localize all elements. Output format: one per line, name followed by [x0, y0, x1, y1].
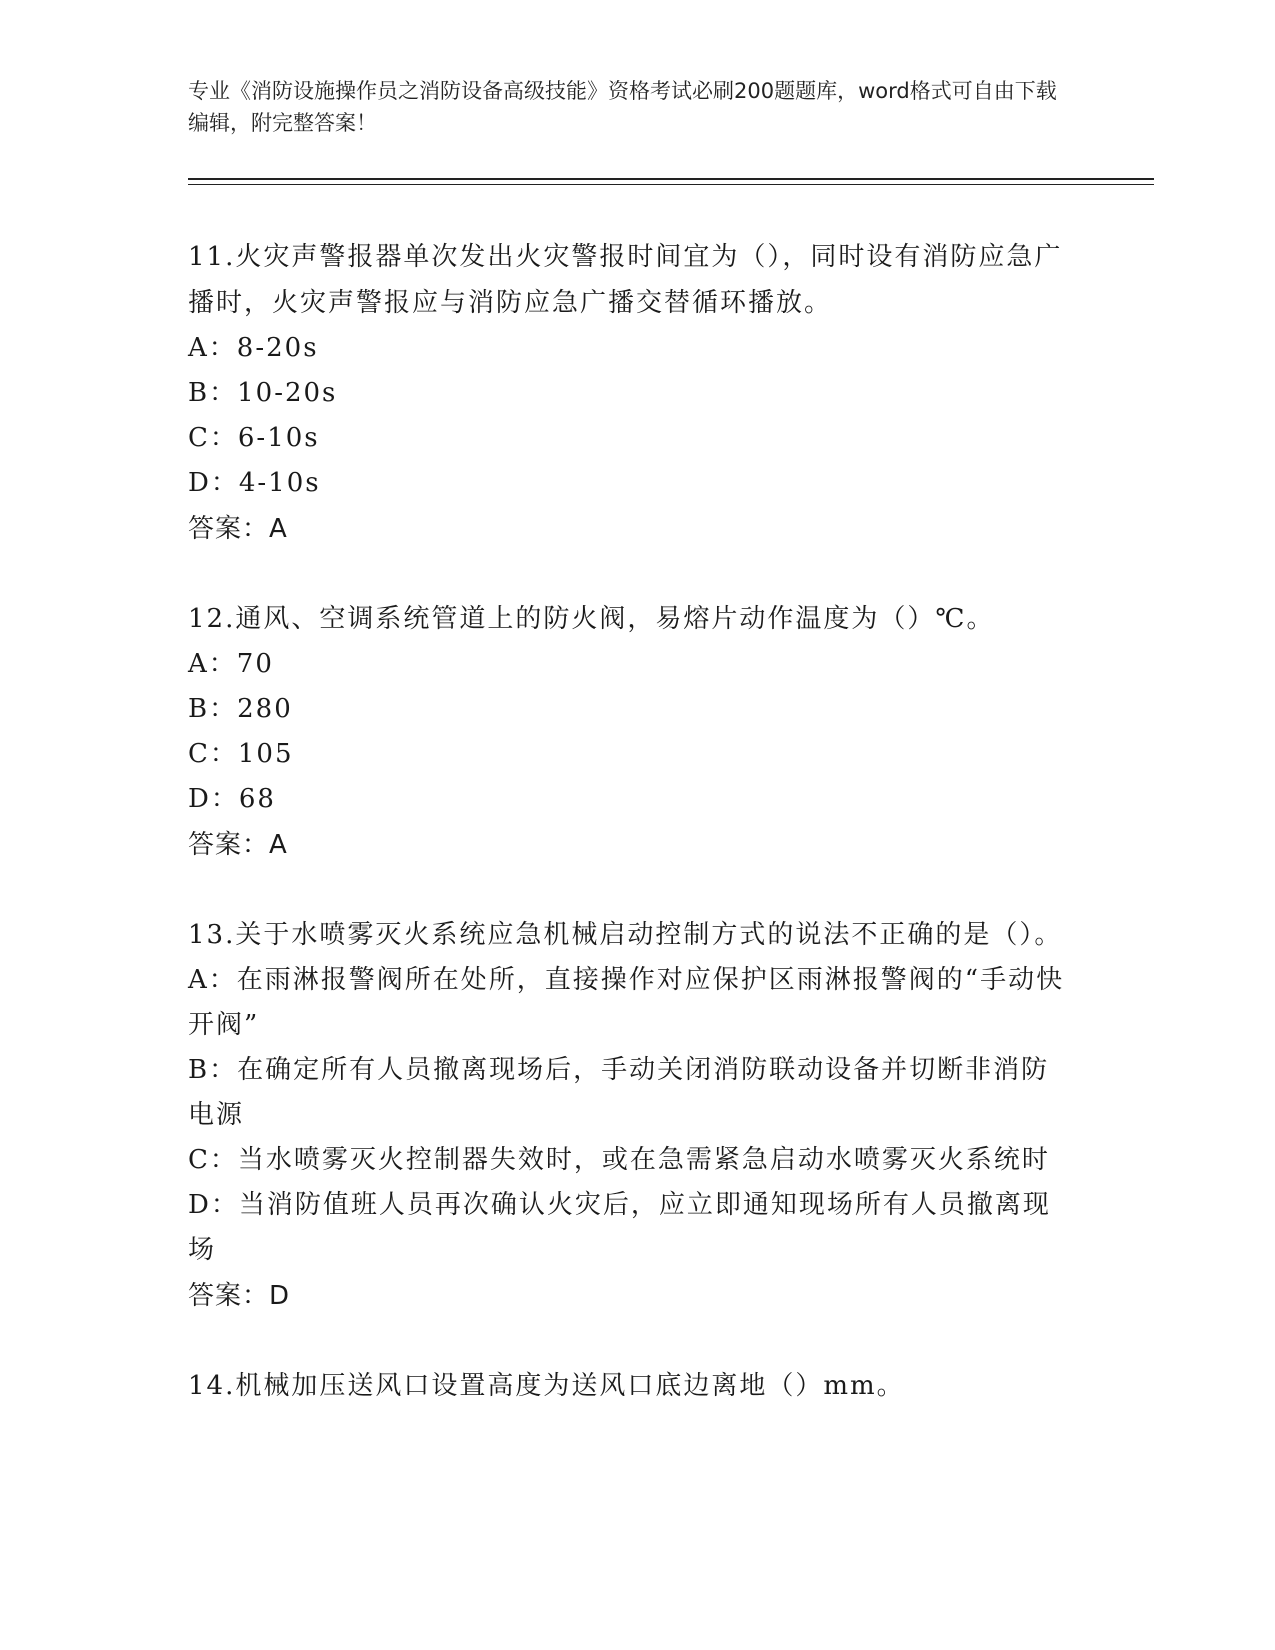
option-c: C：6-10s [188, 423, 320, 453]
question-number: 12. [188, 604, 236, 634]
header-divider-thin [188, 184, 1154, 185]
option-c: C：当水喷雾灭火控制器失效时，或在急需紧急启动水喷雾灭火系统时 [188, 1145, 1050, 1175]
question-text: 11.火灾声警报器单次发出火灾警报时间宜为（），同时设有消防应急广播时，火灾声警报应与消防应急广播交替循环播放。 [188, 242, 1063, 318]
option-d: D：4-10s [188, 468, 321, 498]
question-number: 11. [188, 242, 236, 272]
question-text: 13.关于水喷雾灭火系统应急机械启动控制方式的说法不正确的是（）。 [188, 920, 1063, 950]
question-11 [188, 234, 1068, 552]
option-b: B：280 [188, 694, 293, 724]
option-a: A：70 [188, 649, 274, 679]
question-list [188, 234, 1068, 1409]
question-13 [188, 912, 1068, 1319]
option-b: B：在确定所有人员撤离现场后，手动关闭消防联动设备并切断非消防电源 [188, 1055, 1050, 1130]
answer: 答案：D [188, 1281, 291, 1311]
header-divider-thick [188, 178, 1154, 180]
answer: 答案：A [188, 514, 288, 544]
option-d: D：68 [188, 784, 276, 814]
question-14 [188, 1363, 1068, 1409]
option-a: A：在雨淋报警阀所在处所，直接操作对应保护区雨淋报警阀的“手动快开阀” [188, 965, 1065, 1040]
spacer [188, 1319, 1068, 1363]
option-b: B：10-20s [188, 378, 338, 408]
header-text: 专业《消防设施操作员之消防设备高级技能》资格考试必刷200题题库，word格式可自由下载编辑，附完整答案！ [188, 79, 1057, 135]
option-c: C：105 [188, 739, 294, 769]
question-text: 12.通风、空调系统管道上的防火阀，易熔片动作温度为（）℃。 [188, 604, 995, 634]
document-header [188, 75, 1068, 139]
question-number: 14. [188, 1371, 236, 1401]
question-number: 13. [188, 920, 236, 950]
question-text: 14.机械加压送风口设置高度为送风口底边离地（）mm。 [188, 1371, 905, 1401]
option-d: D：当消防值班人员再次确认火灾后，应立即通知现场所有人员撤离现场 [188, 1190, 1051, 1265]
spacer [188, 868, 1068, 912]
spacer [188, 552, 1068, 596]
question-12 [188, 596, 1068, 868]
answer: 答案：A [188, 830, 288, 860]
option-a: A：8-20s [188, 333, 319, 363]
